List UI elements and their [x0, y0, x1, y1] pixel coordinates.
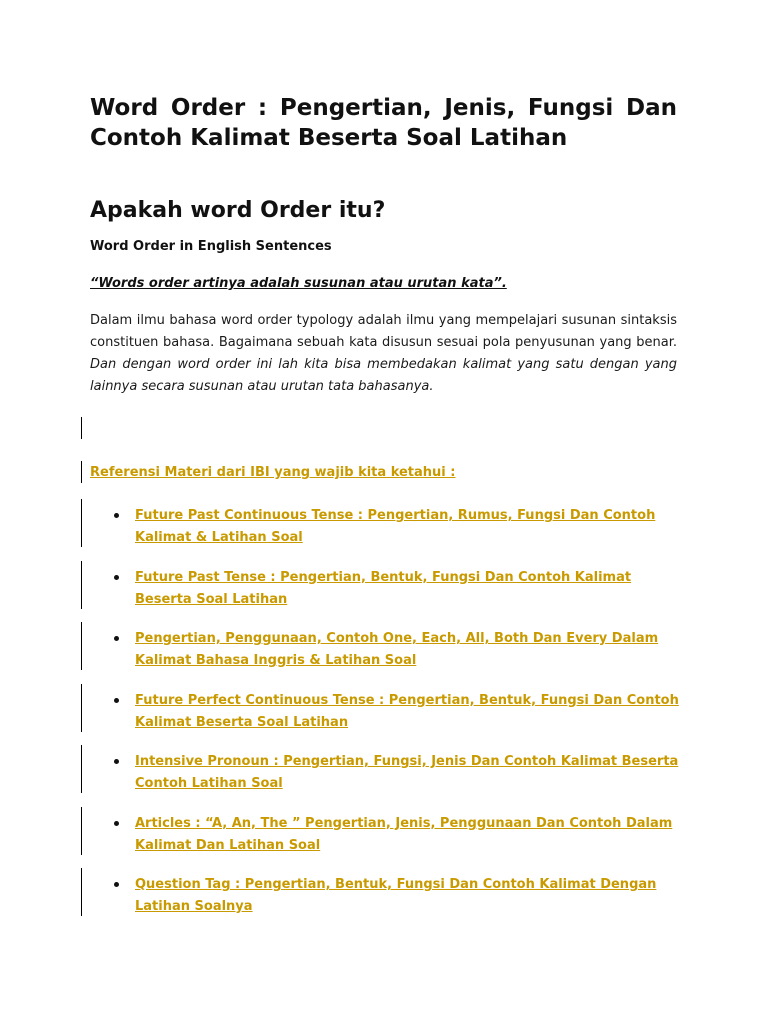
reference-link[interactable]: Pengertian, Penggunaan, Contoh One, Each, All, Both Dan Every Dalam Kalimat Bahasa Inggris & Latihan Soal	[135, 631, 659, 668]
bullet-icon	[114, 882, 119, 887]
bullet-icon	[114, 759, 119, 764]
body-paragraph	[90, 310, 677, 398]
reference-link[interactable]: Question Tag : Pengertian, Bentuk, Fungsi Dan Contoh Kalimat Dengan Latihan Soalnya	[135, 877, 657, 914]
bullet-icon	[114, 698, 119, 703]
references-heading[interactable]: Referensi Materi dari IBI yang wajib kita ketahui :	[90, 465, 456, 480]
reference-link[interactable]: Future Past Continuous Tense : Pengertian, Rumus, Fungsi Dan Contoh Kalimat & Latihan Soal	[135, 508, 656, 545]
text-cursor	[81, 461, 82, 483]
list-item	[90, 813, 690, 857]
bullet-icon	[114, 575, 119, 580]
list-item	[90, 751, 690, 795]
list-item	[90, 505, 690, 549]
list-item	[90, 690, 690, 734]
paragraph-normal-text: Dalam ilmu bahasa word order typology adalah ilmu yang mempelajari susunan sintaksis constituen bahasa. Bagaimana sebuah kata disusun sesuai pola penyusunan yang benar.	[90, 313, 677, 350]
list-item	[90, 567, 690, 611]
reference-link[interactable]: Intensive Pronoun : Pengertian, Fungsi, Jenis Dan Contoh Kalimat Beserta Contoh Latihan Soal	[135, 754, 679, 791]
list-item	[90, 874, 690, 918]
definition-quote: “Words order artinya adalah susunan atau urutan kata”.	[90, 276, 507, 291]
reference-link[interactable]: Future Past Tense : Pengertian, Bentuk, Fungsi Dan Contoh Kalimat Beserta Soal Latihan	[135, 569, 632, 607]
paragraph-italic-text: Dan dengan word order ini lah kita bisa membedakan kalimat yang satu dengan yang lainnya secara susunan atau urutan tata bahasanya.	[90, 357, 677, 394]
text-cursor	[81, 417, 82, 439]
section-heading: Apakah word Order itu?	[90, 198, 386, 223]
subheading: Word Order in English Sentences	[90, 239, 332, 254]
reference-link[interactable]: Articles : “A, An, The ” Pengertian, Jenis, Penggunaan Dan Contoh Dalam Kalimat Dan Latihan Soal	[135, 815, 673, 853]
bullet-icon	[114, 636, 119, 641]
document-title: Word Order : Pengertian, Jenis, Fungsi Dan Contoh Kalimat Beserta Soal Latihan	[90, 95, 677, 151]
bullet-icon	[114, 513, 119, 518]
reference-link[interactable]: Future Perfect Continuous Tense : Pengertian, Bentuk, Fungsi Dan Contoh Kalimat Beserta Soal Latihan	[135, 692, 679, 730]
references-list	[90, 505, 690, 936]
list-item	[90, 628, 690, 672]
bullet-icon	[114, 821, 119, 826]
